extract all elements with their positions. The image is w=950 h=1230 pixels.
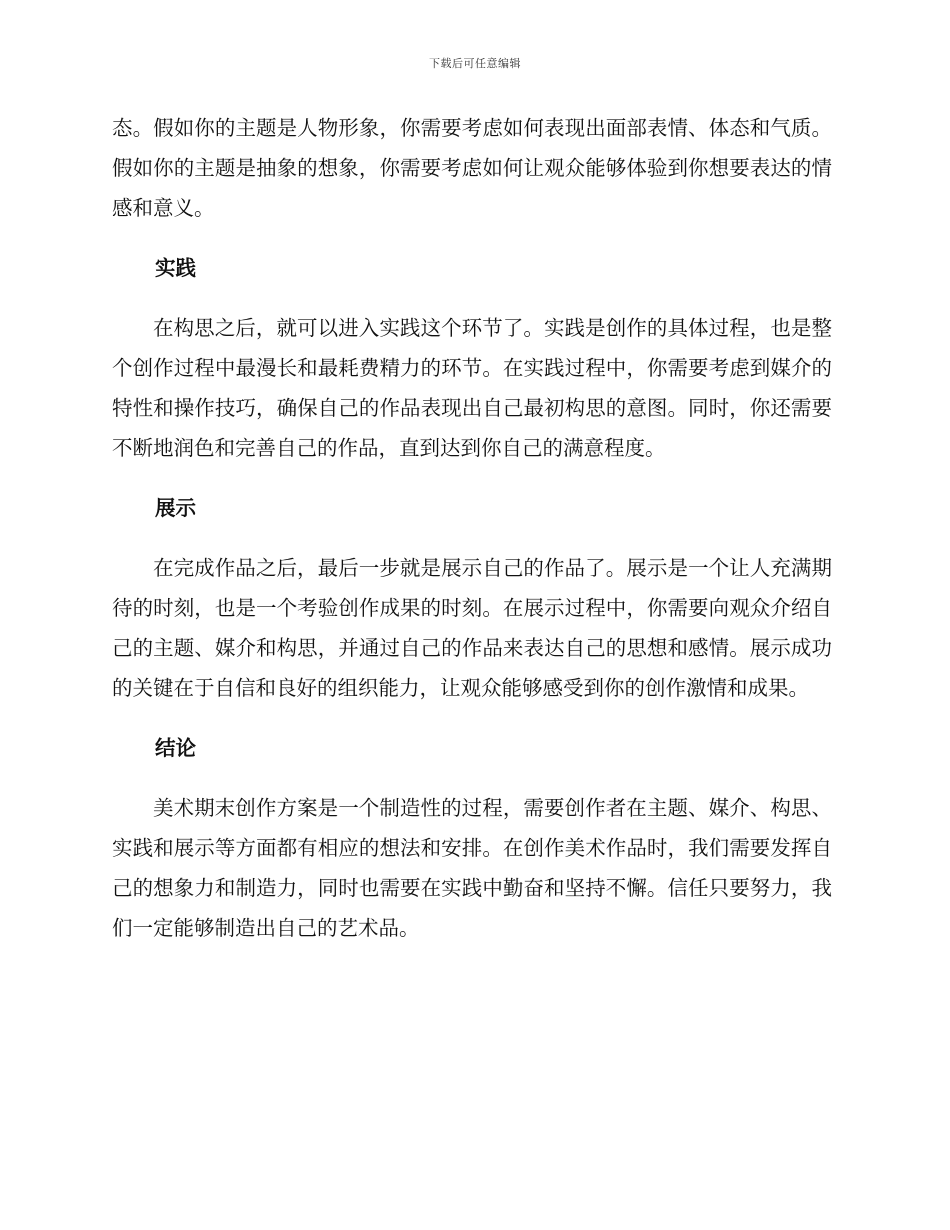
header-note: 下载后可任意编辑	[429, 57, 521, 70]
section-heading-exhibition: 展示	[155, 496, 196, 520]
section-heading-practice: 实践	[155, 256, 196, 280]
section-paragraph-conclusion: 美术期末创作方案是一个制造性的过程，需要创作者在主题、媒介、构思、实践和展示等方面都有相应的想法和安排。在创作美术作品时，我们需要发挥自己的想象力和制造力，同时也需要在实践中勤奋和坚持不懈。信任只要努力，我们一定能够制造出自己的艺术品。	[112, 796, 832, 940]
section-paragraph-practice: 在构思之后，就可以进入实践这个环节了。实践是创作的具体过程，也是整个创作过程中最漫长和最耗费精力的环节。在实践过程中，你需要考虑到媒介的特性和操作技巧，确保自己的作品表现出自己最初构思的意图。同时，你还需要不断地润色和完善自己的作品，直到达到你自己的满意程度。	[112, 316, 832, 460]
document-body	[112, 108, 832, 968]
intro-paragraph: 态。假如你的主题是人物形象，你需要考虑如何表现出面部表情、体态和气质。假如你的主题是抽象的想象，你需要考虑如何让观众能够体验到你想要表达的情感和意义。	[112, 116, 832, 220]
section-heading-conclusion: 结论	[155, 736, 196, 760]
section-paragraph-exhibition: 在完成作品之后，最后一步就是展示自己的作品了。展示是一个让人充满期待的时刻，也是一个考验创作成果的时刻。在展示过程中，你需要向观众介绍自己的主题、媒介和构思，并通过自己的作品来表达自己的思想和感情。展示成功的关键在于自信和良好的组织能力，让观众能够感受到你的创作激情和成果。	[112, 556, 832, 700]
